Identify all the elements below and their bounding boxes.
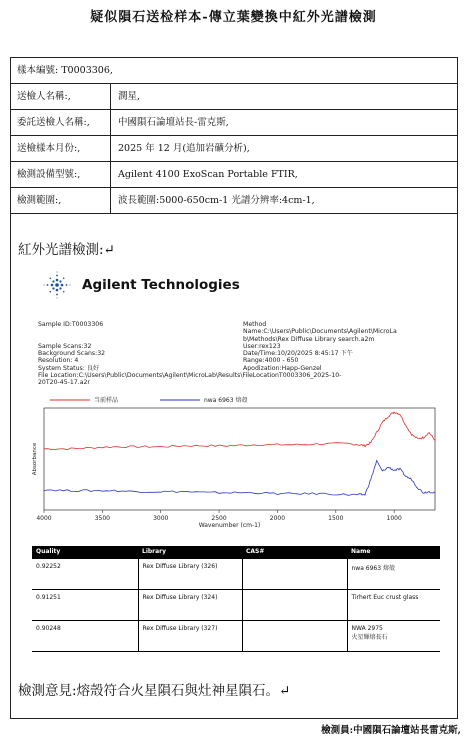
meta-line: User:rex123 <box>243 342 281 350</box>
cell-library: Rex Diffuse Library (327) <box>138 620 242 651</box>
conclusion-text: 檢測意見:熔殼符合火星隕石與灶神星隕石。↵ <box>18 683 291 699</box>
info-label: 委託送檢人名稱:, <box>10 110 111 135</box>
meta-line: b\Methods\Rex Diffuse Library search.a2m <box>243 335 375 343</box>
meta-line: Background Scans:32 <box>38 350 106 358</box>
info-row-device <box>10 162 458 188</box>
meta-line: System Status: 良好 <box>38 364 100 372</box>
meta-line: Method <box>243 321 267 328</box>
cell-quality: 0.92252 <box>32 558 138 589</box>
x-tick-label: 3000 <box>153 515 169 522</box>
document-title: 疑似隕石送检样本-傳立葉變換中紅外光譜檢測 <box>90 10 377 25</box>
info-label: 送檢人名稱:, <box>10 84 111 109</box>
logo-text: Agilent Technologies <box>82 277 240 293</box>
info-row-month <box>10 136 458 162</box>
info-value: 波長範圍:5000-650cm-1 光譜分辨率:4cm-1, <box>118 195 315 206</box>
info-label: 檢測範圍:, <box>10 188 111 213</box>
cell-cas <box>242 558 347 589</box>
info-table <box>10 57 458 214</box>
legend-label: nwa 6963 熔殻 <box>204 397 248 404</box>
inspector-signature: 檢測員:中國隕石論壇站長雷克斯, <box>321 725 461 736</box>
plot-frame <box>44 408 435 510</box>
cell-name: Tirhert Euc crust glass <box>347 589 440 620</box>
y-axis-label: Absorbance <box>32 442 38 476</box>
table-row <box>32 589 440 620</box>
meta-line: File Location:C:\Users\Public\Documents\Agilent\MicroLab\Results\FileLocationT0003306_2025-10- <box>38 372 342 380</box>
table-header-row <box>32 546 440 558</box>
cell-name: NWA 2975 火星輝熔長石 <box>347 620 440 651</box>
col-header-quality: Quality <box>32 546 138 558</box>
meta-line: Sample ID:T0003306 <box>38 321 104 328</box>
meta-line: Resolution: 4 <box>38 357 79 365</box>
series-line <box>44 412 435 450</box>
cell-quality: 0.91251 <box>32 589 138 620</box>
info-row-range <box>10 188 458 214</box>
agilent-logo <box>42 270 240 300</box>
meta-line: Sample Scans:32 <box>38 342 92 350</box>
info-value: 中國隕石論壇站長-雷克斯, <box>118 117 229 128</box>
x-tick-label: 1500 <box>328 515 344 522</box>
x-axis-label: Wavenumber (cm-1) <box>198 522 261 529</box>
info-row-sample-id <box>10 57 458 84</box>
cell-cas <box>242 620 347 651</box>
x-tick-label: 2000 <box>269 515 286 522</box>
meta-line: Date/Time:10/20/2025 8:45:17 下午 <box>243 350 353 358</box>
cell-library: Rex Diffuse Library (326) <box>138 558 242 589</box>
info-label: 送檢樣本月份:, <box>10 136 111 161</box>
col-header-name: Name <box>347 546 440 558</box>
ir-section-title: 紅外光譜檢測:↵ <box>18 242 115 258</box>
cell-library: Rex Diffuse Library (324) <box>138 589 242 620</box>
table-row <box>32 558 440 589</box>
info-value: 潤星, <box>118 91 141 102</box>
cell-quality: 0.90248 <box>32 620 138 651</box>
meta-line: 20T20-45-17.a2r <box>38 379 90 387</box>
info-label: 檢測設備型號:, <box>10 162 111 187</box>
table-row <box>32 620 440 651</box>
info-value: 2025 年 12 月(追加岩礦分析), <box>118 143 250 154</box>
meta-line: Apodization:Happ-Genzel <box>243 364 322 372</box>
info-label: 樣本編號: T0003306, <box>17 65 113 76</box>
cell-name: nwa 6963 熔殻 <box>347 558 440 589</box>
info-row-submitter <box>10 84 458 110</box>
x-tick-label: 2500 <box>211 515 227 522</box>
library-match-table <box>32 546 440 652</box>
cell-cas <box>242 589 347 620</box>
info-value: Agilent 4100 ExoScan Portable FTIR, <box>118 169 298 180</box>
series-line <box>44 461 435 496</box>
meta-line: Name:C:\Users\Public\Documents\Agilent\MicroLa <box>243 328 397 336</box>
x-tick-label: 4000 <box>36 515 52 522</box>
legend-label: 当前样品 <box>94 397 119 404</box>
col-header-library: Library <box>138 546 242 558</box>
x-tick-label: 1000 <box>386 515 402 522</box>
meta-line: Range:4000 - 650 <box>243 357 299 365</box>
info-row-client <box>10 110 458 136</box>
agilent-spark-icon <box>42 270 72 300</box>
meta-right <box>243 321 397 372</box>
col-header-cas: CAS# <box>242 546 347 558</box>
ir-spectrum-chart <box>30 392 442 530</box>
x-tick-label: 3500 <box>94 515 110 522</box>
